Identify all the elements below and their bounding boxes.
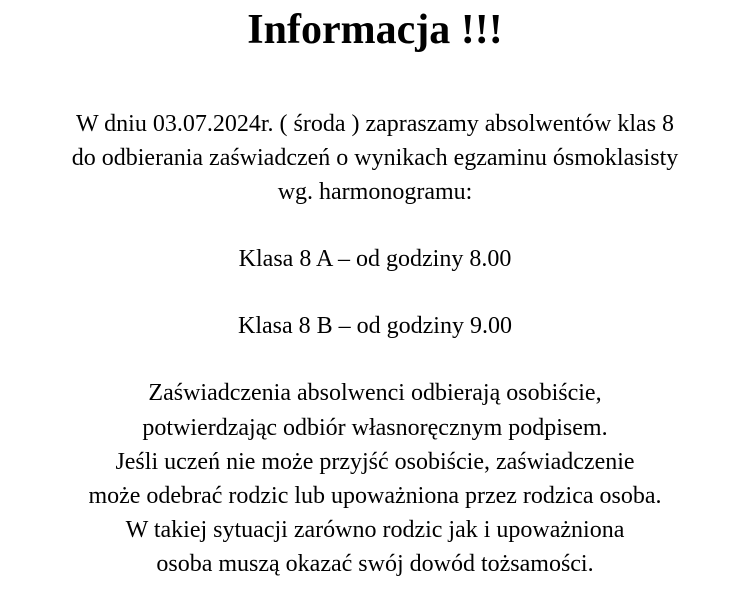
schedule-class-8a: Klasa 8 A – od godziny 8.00 <box>238 246 512 272</box>
notes-line-2: potwierdzając odbiór własnoręcznym podpisem. <box>142 415 608 441</box>
notes-line-4: może odebrać rodzic lub upoważniona przez rodzica osoba. <box>88 483 662 509</box>
intro-line-3: wg. harmonogramu: <box>277 179 473 205</box>
notes-line-1: Zaświadczenia absolwenci odbierają osobiście, <box>148 380 602 406</box>
notes-line-6: osoba muszą okazać swój dowód tożsamości. <box>156 551 594 577</box>
intro-line-2: do odbierania zaświadczeń o wynikach egzaminu ósmoklasisty <box>71 145 679 171</box>
schedule-class-8b: Klasa 8 B – od godziny 9.00 <box>238 313 512 339</box>
notes-line-5: W takiej sytuacji zarówno rodzic jak i upoważniona <box>125 517 625 543</box>
notice-title: Informacja !!! <box>247 7 503 53</box>
notes-line-3: Jeśli uczeń nie może przyjść osobiście, zaświadczenie <box>115 449 635 475</box>
intro-line-1: W dniu 03.07.2024r. ( środa ) zapraszamy absolwentów klas 8 <box>75 111 675 137</box>
